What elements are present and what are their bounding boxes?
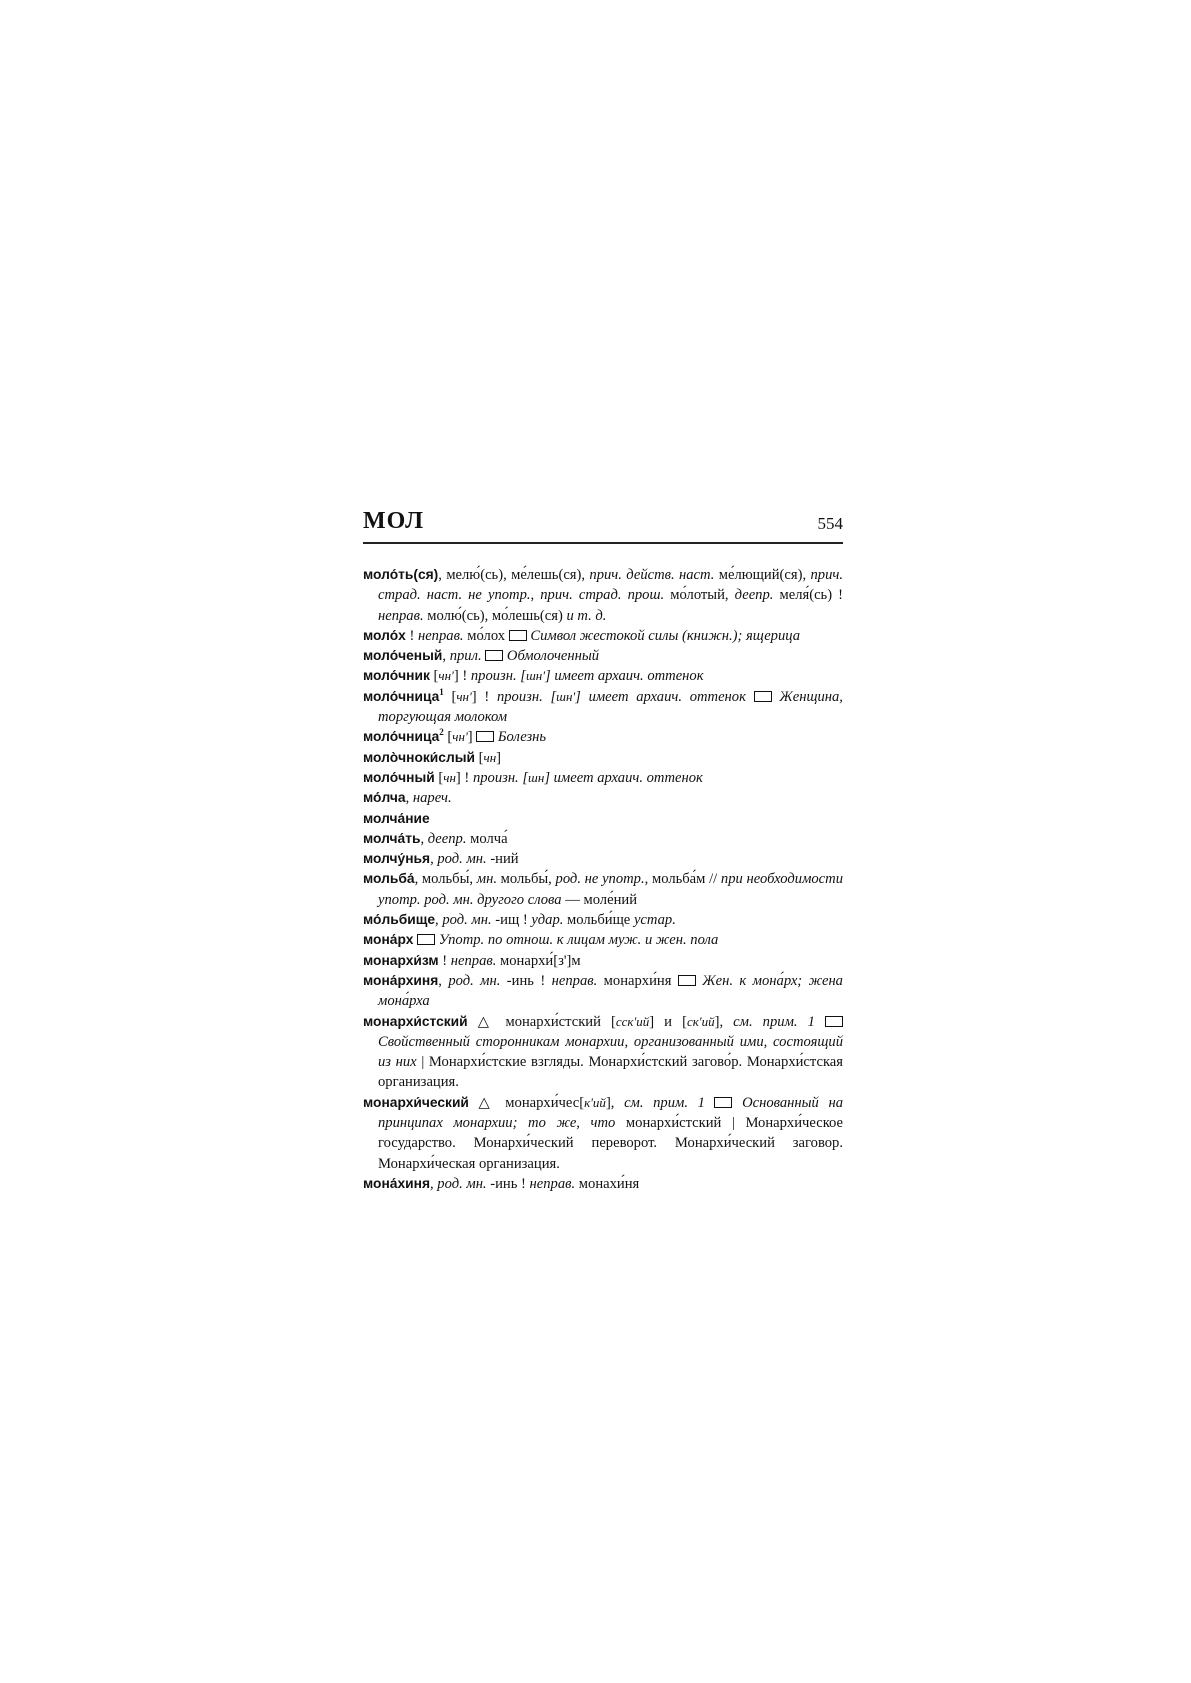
headword: моло́чник: [363, 668, 430, 684]
entry-molchat: молча́ть, деепр. молча́: [363, 830, 508, 847]
entry-molokh: моло́х ! неправ. мо́лох Символ жестокой силы (книжн.); ящерица: [363, 627, 801, 644]
headword: монархи́зм: [363, 952, 439, 968]
headword: моло́чный: [363, 769, 435, 785]
definition-box-icon: [754, 691, 772, 702]
headword: мо́лча: [363, 790, 406, 806]
headword: моло́х: [363, 627, 406, 643]
definition-box-icon: [825, 1016, 843, 1027]
headword: моло́ть(ся): [363, 567, 439, 582]
headword: молчу́нья: [363, 851, 431, 867]
headword: молча́ние: [363, 810, 430, 826]
entry-monarkh: мона́рх Употр. по отнош. к лицам муж. и жен. пола: [363, 932, 719, 949]
entry-molcha: мо́лча, нареч.: [363, 790, 452, 807]
headword: мо́льбище: [363, 912, 436, 928]
definition-box-icon: [485, 650, 503, 661]
headword: мона́рх: [363, 932, 414, 948]
headword: монархи́стский: [363, 1013, 468, 1029]
definition-box-icon: [476, 731, 494, 742]
headword: моло́чница: [363, 729, 440, 745]
entry-molochnokislyi: моло̀чноки́слый [чн]: [363, 749, 502, 766]
page-number: 554: [817, 514, 843, 533]
definition-box-icon: [509, 630, 527, 641]
entry-molba: мольба́, мольбы́, мн. мольбы́, род. не употр., мольба́м // при необходимости употр. род. мн. другого слова — моле́ний: [363, 871, 843, 908]
entry-monarkhinya: мона́рхиня, род. мн. -инь ! неправ. монархи́ня Жен. к мона́рх; жена мона́рха: [363, 972, 843, 1010]
entry-molot: моло́ть(ся), мелю́(сь), ме́лешь(ся), прич. действ. наст. ме́лющий(ся), прич. страд. наст. не употр., прич. страд. прош. мо́лотый, деепр. меля́(сь) ! неправ. молю́(сь), мо́лешь(ся) и т. д.: [363, 567, 844, 624]
entry-monarkhizm: монархи́зм ! неправ. монархи́[з']м: [363, 952, 581, 969]
entry-monarkhistskii: монархи́стский △ монархи́стский [сск'ий] и [ск'ий], см. прим. 1 Свойственный сторонникам монархии, организованный ими, состоящий из них | Монархи́стские взгляды. Монархи́стский загово́р. Монархи́стская организация.: [363, 1013, 843, 1091]
entry-molochnitsa-1: моло́чница$^1$ [чн'] ! произн. [шн'] имеет архаич. оттенок Женщина, торгующая молоком: [363, 686, 843, 726]
headword: монархи́ческий: [363, 1094, 469, 1110]
definition-box-icon: [678, 975, 696, 986]
headword: мона́хиня: [363, 1175, 430, 1191]
headword: моло̀чноки́слый: [363, 749, 475, 765]
header-rule: [363, 542, 843, 544]
headword: мольба́: [363, 871, 415, 887]
headword: молча́ть: [363, 830, 421, 846]
running-head: МОЛ: [363, 508, 425, 534]
headword: моло́чница: [363, 688, 440, 704]
page-header: [363, 508, 843, 544]
entry-molbishche: мо́льбище, род. мн. -ищ ! удар. мольби́ще устар.: [363, 912, 676, 929]
definition-box-icon: [417, 934, 435, 945]
entry-molchunya: молчу́нья, род. мн. -ний: [363, 851, 519, 868]
entry-molochnitsa-2: моло́чница$^2$ [чн'] Болезнь: [363, 727, 547, 746]
entry-molochnik: моло́чник [чн'] ! произн. [шн'] имеет архаич. оттенок: [363, 668, 704, 685]
entry-monarkhicheskii: монархи́ческий △ монархи́чес[к'ий], см. прим. 1 Основанный на принципах монархии; то же, что монархи́стский | Монархи́ческое государство. Монархи́ческий переворот. Монархи́ческий заговор. Монархи́ческая организация.: [363, 1094, 844, 1172]
dictionary-entries: [363, 565, 843, 1194]
entry-molochenyi: моло́ченый, прил. Обмолоченный: [363, 648, 600, 665]
entry-molochnyi: моло́чный [чн] ! произн. [шн] имеет архаич. оттенок: [363, 769, 703, 786]
definition-box-icon: [714, 1097, 732, 1108]
entry-monakhinya: мона́хиня, род. мн. -инь ! неправ. монахи́ня: [363, 1175, 640, 1192]
entry-molchanie: [363, 809, 843, 829]
headword: мона́рхиня: [363, 972, 439, 988]
headword: моло́ченый: [363, 648, 443, 664]
